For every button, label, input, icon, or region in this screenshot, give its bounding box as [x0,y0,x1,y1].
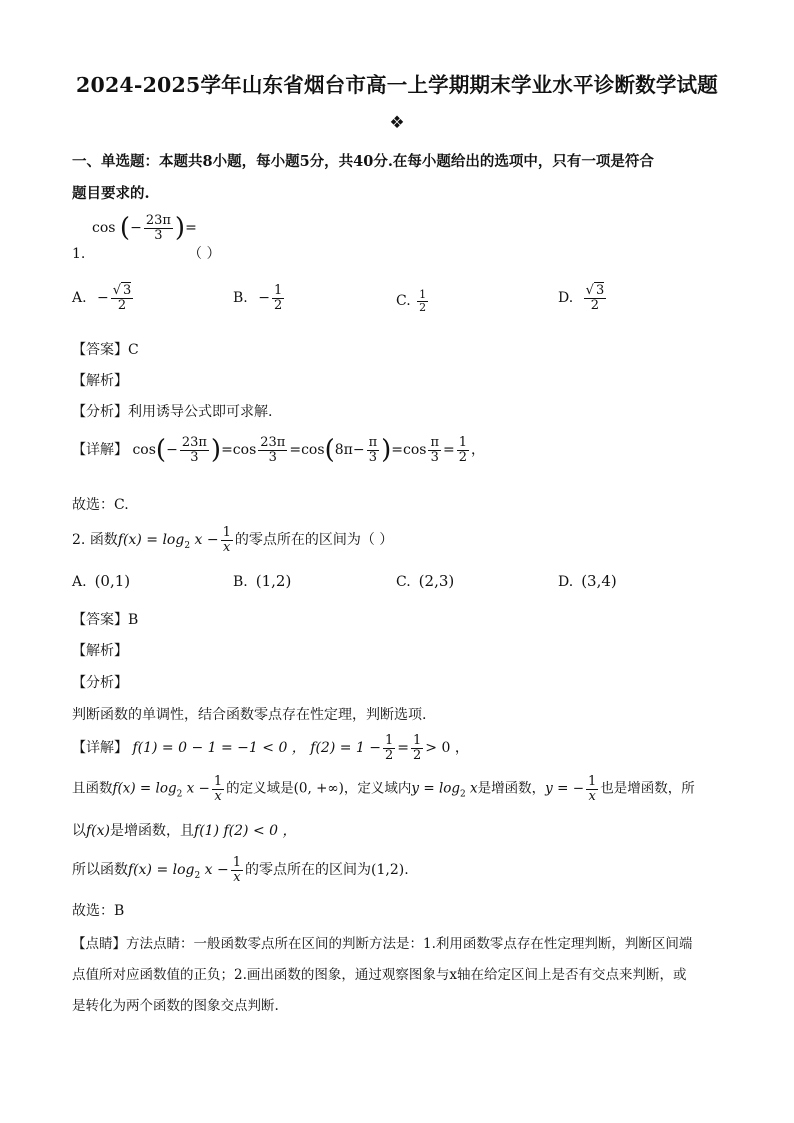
frac-num: 1 [588,774,597,789]
q2-detail-line4 [72,856,409,884]
q2-option-d [558,572,617,590]
q1-cos: cos [92,220,116,237]
q1-equals: = [185,220,197,237]
q1-rparen: ) [174,213,186,244]
frac-den: 3 [190,449,199,465]
q1-detail: 【详解】 cos(− $\frac{23\pi}{3}$ )=cos $\frac{23\pi}{3}$ =cos(8π− $\frac{\pi}{3}$ )=cos $\frac{\pi}{3}$ = $\frac{1}{2}$ ， [72,435,486,466]
fraction [367,436,380,464]
option-label: A. [72,574,87,590]
frac-den: 2 [117,297,127,313]
q1-frac-num: 23π [145,213,171,228]
q1-option-d [558,284,608,312]
domain: (0, +∞) [293,780,344,797]
fraction [231,856,243,884]
answer-tag: 【答案】 [72,342,128,358]
section-heading-line1: 一、单选题：本题共8小题，每小题5分，共40分.在每小题给出的选项中，只有一项是符合 [72,153,654,170]
q2-option-c [396,572,454,590]
option-value: (0,1) [94,572,131,590]
option-fraction [584,284,607,312]
frac-den: 2 [273,297,283,313]
q1-lparen: ( [119,213,131,244]
eq-sign: = [289,442,302,459]
q1-stem-formula [92,214,197,242]
divider-symbol: ❖ [389,113,405,133]
fenxi-text: 利用诱导公式即可求解. [128,404,273,420]
answer-tag: 【答案】 [72,612,128,628]
text: 是增函数，且 [110,823,195,839]
func: f(x) = log [112,780,177,797]
q2-option-b [233,572,291,590]
q1-number: 1. [72,246,86,262]
frac-num: 1 [213,774,223,789]
section-heading-line2: 题目要求的. [72,185,150,202]
q2-detail-line3 [72,820,296,840]
text: 所以函数 [72,862,128,879]
text: 以 [72,823,86,839]
detail-f1: f(1) = 0 − 1 = −1 < 0 ， [132,740,306,757]
frac-num: 3 [595,283,605,298]
q1-option-c [396,289,430,313]
q1-paren: （ ） [188,246,221,262]
fenxi-tag: 【分析】 [72,404,128,420]
sqrt-sign: √ [585,283,594,298]
q2-fenxi-text: 判断函数的单调性，结合函数零点存在性定理，判断选项. [72,707,427,723]
q2-number: 2. [72,532,86,549]
log-base: 2 [194,870,201,881]
option-sign: − [258,290,270,307]
frac-num: 1 [222,525,231,540]
q2-detail-line2 [72,775,695,803]
q2-fenxi-tag: 【分析】 [72,675,128,691]
cos-text: cos [301,442,325,459]
frac-den: 3 [430,449,439,465]
eq-sign: = [391,442,403,459]
text: 是增函数， [477,780,546,797]
frac-den: 3 [268,449,277,465]
minus-sign: − [166,442,178,459]
x-var: x − [182,780,210,797]
q1-option-b [233,284,286,312]
inner-term: 8π− [334,442,365,459]
frac-num: 1 [273,283,283,298]
period: . [404,862,409,879]
product: f(1) f(2) < 0 ， [194,823,297,839]
option-fraction [272,284,284,312]
option-label: C. [396,574,411,590]
text: ，定义域内 [343,780,412,797]
q2-detail-line1 [72,734,469,762]
q2-tip-line2: 点值所对应函数值的正负；2.画出函数的图象，通过观察图象与x轴在给定区间上是否有交点来判断，或 [72,967,687,983]
q1-fraction [144,214,173,242]
x-var: x [465,780,478,797]
text: 的定义域是 [226,780,294,797]
option-value: (2,3) [418,572,455,590]
fraction [180,436,209,464]
sqrt-sign: √ [112,283,122,298]
cos-text: cos [232,442,257,459]
q1-minus: − [130,220,142,237]
log-base: 2 [460,789,466,800]
y-func: y = − [545,780,585,797]
option-label: B. [233,574,248,590]
answer-value: C [128,342,139,358]
x-var: x − [200,862,229,879]
frac-den: x [223,539,231,555]
option-sign: − [97,290,109,307]
q1-frac-den: 3 [154,227,163,243]
frac-den: x [233,869,241,885]
fraction [383,734,395,762]
frac-num: 3 [123,283,132,298]
frac-num: 23π [260,435,286,450]
frac-den: 2 [419,300,427,314]
cos-text: cos [132,442,156,459]
q2-option-a [72,572,130,590]
option-label: B. [233,290,248,307]
frac-num: 1 [413,733,422,748]
q2-analysis-tag: 【解析】 [72,643,128,659]
log-base: 2 [184,540,191,551]
q2-stem-post: 的零点所在的区间为（ ） [234,532,394,549]
frac-den: 2 [590,297,600,313]
eq-sign: = [443,442,455,459]
fraction [212,775,224,803]
option-value: (3,4) [581,572,617,590]
interval: (1,2) [371,862,405,879]
option-label: D. [558,574,574,590]
q2-x: x − [190,532,219,549]
func: f(x) [86,823,111,839]
frac-den: 2 [413,747,422,763]
answer-value: B [128,612,139,628]
option-label: D. [558,290,574,307]
q1-answer [72,339,139,359]
q2-answer [72,609,138,629]
frac-den: x [214,788,222,804]
func: f(x) = log [128,862,195,879]
option-fraction [111,284,134,312]
cos-text: cos [403,442,427,459]
frac-num: 1 [419,288,427,301]
frac-den: 3 [368,449,377,465]
gt-zero: > 0 ， [425,740,469,757]
q2-conclusion: 故选：B [72,903,125,919]
fraction [221,526,233,554]
q1-conclusion: 故选：C. [72,497,129,513]
text: 也是增函数，所 [600,780,695,797]
fraction [258,436,287,464]
tip-tag: 【点睛】 [72,936,126,952]
q2-tip-line1 [72,932,692,952]
fraction [411,734,423,762]
q2-stem [72,526,393,554]
log-base: 2 [176,789,183,800]
page-title: 2024-2025学年山东省烟台市高一上学期期末学业水平诊断数学试题 [76,73,718,97]
frac-den: 2 [385,747,394,763]
q2-stem-pre: 函数 [89,532,118,549]
detail-tag: 【详解】 [72,740,128,757]
q1-option-a [72,284,135,312]
frac-den: 2 [458,449,468,465]
detail-f2: f(2) = 1 − [310,740,381,757]
option-label: A. [72,290,87,307]
frac-den: x [588,788,596,804]
option-value: (1,2) [255,572,292,590]
frac-num: π [430,435,440,450]
option-label: C. [396,293,411,310]
q2-func: f(x) = log [117,532,185,549]
q1-analysis-tag: 【解析】 [72,373,128,389]
frac-num: 1 [385,733,394,748]
q2-tip-line3: 是转化为两个函数的图象交点判断. [72,998,279,1014]
comma: ， [471,442,486,459]
eq-sign: = [221,442,233,459]
detail-tag: 【详解】 [72,442,128,459]
text: 且函数 [72,780,113,797]
q1-fenxi [72,401,272,421]
option-fraction [417,289,428,313]
text: 的零点所在的区间为 [245,862,372,879]
fraction [428,436,441,464]
frac-num: 23π [181,435,207,450]
fraction [586,775,598,803]
tip-text: 方法点睛：一般函数零点所在区间的判断方法是：1.利用函数零点存在性定理判断，判断区间端 [126,936,693,952]
fraction [457,436,469,464]
eq-sign: = [397,740,410,757]
frac-num: 1 [232,855,242,870]
frac-num: π [368,435,378,450]
y-func: y = log [411,780,461,797]
frac-num: 1 [458,435,468,450]
